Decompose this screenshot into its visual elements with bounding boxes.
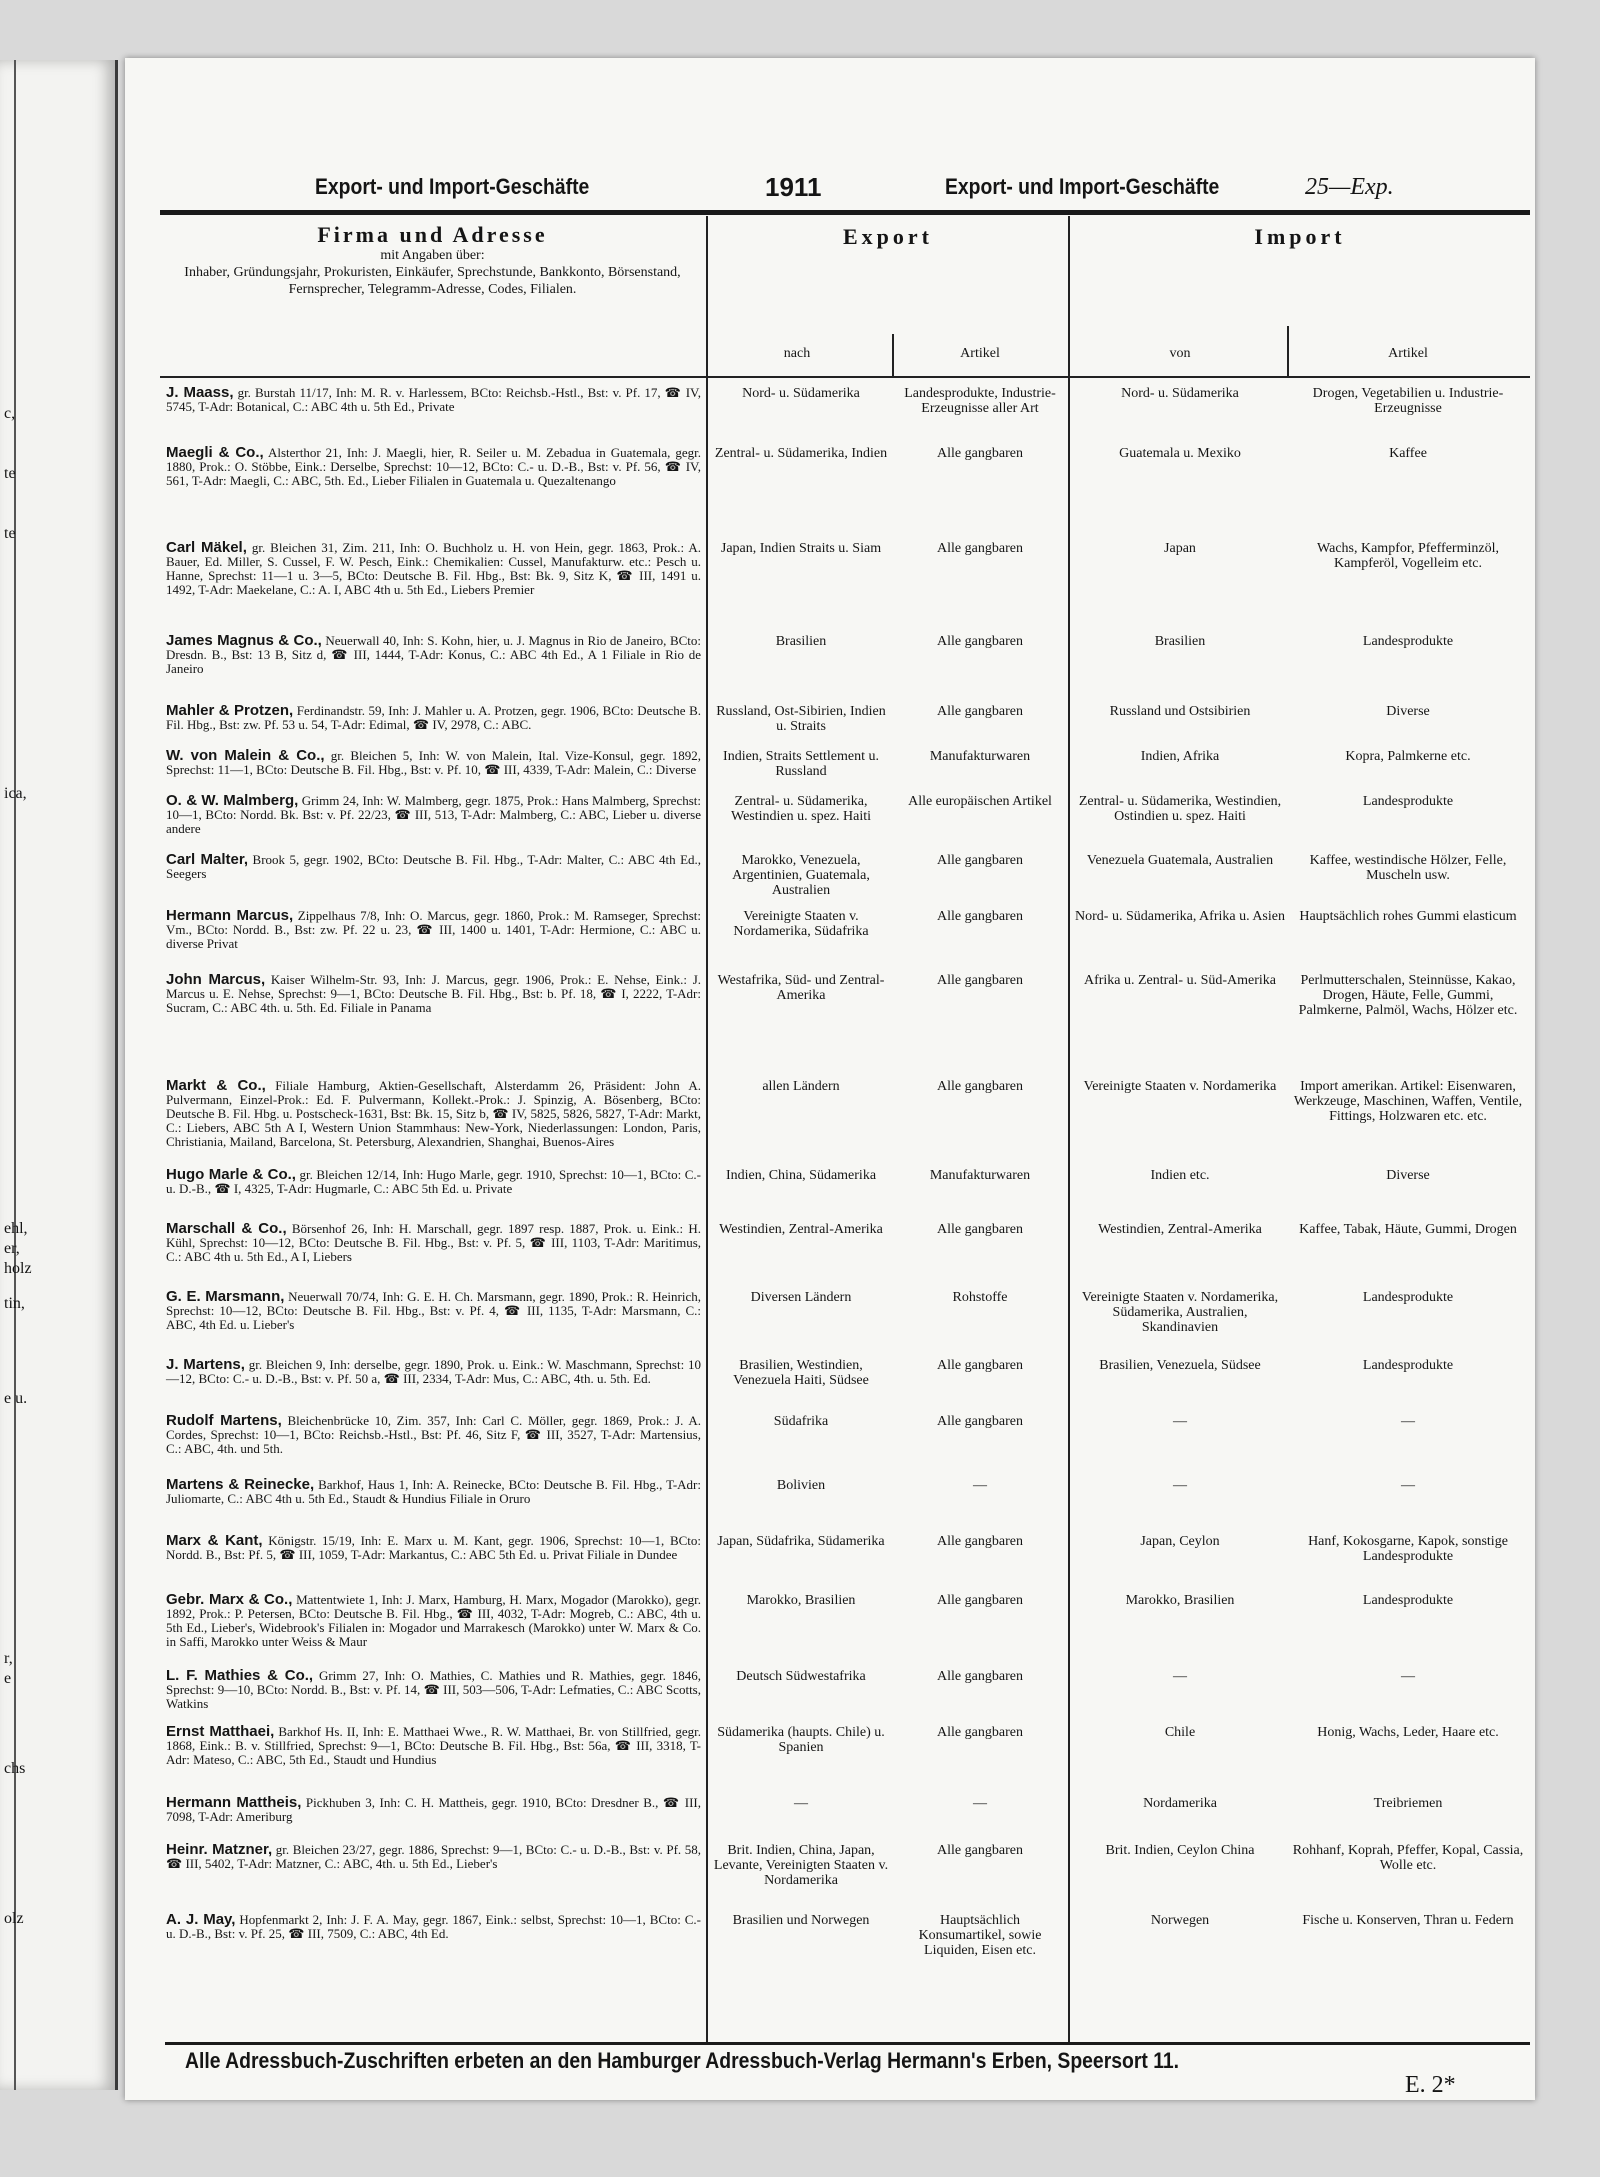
export-destination: Marokko, Venezuela, Argentinien, Guatemala, Australien xyxy=(732,853,870,898)
export-destination: Japan, Südafrika, Südamerika xyxy=(717,1534,885,1549)
header-title-left: Export- und Import-Geschäfte xyxy=(315,174,590,199)
header-title-right: Export- und Import-Geschäfte xyxy=(945,174,1220,199)
firm-description xyxy=(166,1168,701,1196)
import-articles: Wachs, Kampfor, Pfefferminzöl, Kampferöl, Vogelleim etc. xyxy=(1317,541,1499,571)
column-divider xyxy=(1068,216,1070,2044)
export-destination: Südamerika (haupts. Chile) u. Spanien xyxy=(717,1725,885,1755)
export-articles: Hauptsächlich Konsumartikel, sowie Liquiden, Eisen etc. xyxy=(918,1913,1042,1958)
firm-description xyxy=(166,634,701,676)
firm-details: Grimm 27, Inh: O. Mathies, C. Mathies und R. Mathies, gegr. 1846, Sprechst: 9—10, BCto: Nordd. B., Bst: v. Pf. 14, ☎ III, 503—506, T-Adr: Lefmaties, C.: ABC Scotts, Watkins xyxy=(166,1668,702,1711)
left-page-fragment: c, xyxy=(4,405,16,422)
firm-name: Ernst Matthaei, xyxy=(166,1723,275,1740)
firm-name: O. & W. Malmberg, xyxy=(166,792,299,809)
export-destination: Indien, China, Südamerika xyxy=(725,1168,877,1183)
import-origin: — xyxy=(1173,1669,1187,1684)
left-page-fragment: tin, xyxy=(4,1295,25,1312)
import-artikel-label: Artikel xyxy=(1388,346,1428,361)
firm-name: W. von Malein & Co., xyxy=(166,747,325,764)
import-origin: Brasilien, Venezuela, Südsee xyxy=(1099,1358,1261,1373)
firm-details: Filiale Hamburg, Aktien-Gesellschaft, Alsterdamm 26, Präsident: John A. Pulvermann, Einzel-Prok.: Ed. F. Pulvermann, Kollekt.-Prok.: J. Spinzig, A. Bösenberg, BCto: Deutsche B. Fil. Hbg. u. Postscheck-1631, Bst: Bk. 15, Sitz b, ☎ IV, 5825, 5826, 5827, T-Adr: Markt, C.: Liebers, ABC 5th A I, Western Union Stammhaus: New-York, Niederlassungen: London, Paris, Christiania, Mailand, Barcelona, St. Petersburg, Alexandrien, Shanghai, Buenos-Aires xyxy=(166,1078,701,1149)
export-destination: Südafrika xyxy=(773,1414,829,1429)
export-destination: — xyxy=(794,1796,808,1811)
import-origin: Brasilien xyxy=(1154,634,1206,649)
firm-details: Königstr. 15/19, Inh: E. Marx u. M. Kant, gegr. 1906, Sprechst: 10—1, BCto: Nordd. B., Bst: Pf. 5, ☎ III, 1059, T-Adr: Markantus, C.: ABC 5th Ed. u. Privat Filiale in Dundee xyxy=(166,1533,702,1562)
import-origin: Indien, Afrika xyxy=(1140,749,1220,764)
firm-description xyxy=(166,973,701,1015)
firm-details: Alsterthor 21, Inh: J. Maegli, hier, R. Seiler u. M. Zebadua in Guatemala, gegr. 1880, Prok.: O. Stöbbe, Eink.: Derselbe, Sprechst: 10—12, BCto: C.- u. D.-B., Bst: v. Pf. 56, ☎ IV, 561, T-Adr: Maegli, C.: ABC, 5th. Ed., Lieber Filialen in Guatemala u. Quezaltenango xyxy=(166,445,701,488)
export-destination: Westafrika, Süd- und Zentral-Amerika xyxy=(717,973,885,1003)
firm-name: John Marcus, xyxy=(166,971,266,988)
import-origin: — xyxy=(1173,1478,1187,1493)
import-origin: Japan xyxy=(1164,541,1196,556)
firm-details: Brook 5, gegr. 1902, BCto: Deutsche B. Fil. Hbg., T-Adr: Malter, C.: ABC 4th Ed., Seegers xyxy=(166,852,702,881)
firm-name: Maegli & Co., xyxy=(166,444,264,461)
export-articles: Alle gangbaren xyxy=(937,704,1023,719)
export-articles: Alle gangbaren xyxy=(937,1414,1023,1429)
export-destination: Brasilien und Norwegen xyxy=(732,1913,870,1928)
import-articles: — xyxy=(1401,1478,1415,1493)
firm-name: Marx & Kant, xyxy=(166,1532,263,1549)
firm-description xyxy=(166,541,701,597)
document-page xyxy=(125,58,1535,2100)
firm-name: Hugo Marle & Co., xyxy=(166,1166,296,1183)
import-articles: Hanf, Kokosgarne, Kapok, sonstige Landesprodukte xyxy=(1308,1534,1508,1564)
export-destination: Brit. Indien, China, Japan, Levante, Vereinigten Staaten v. Nordamerika xyxy=(713,1843,889,1888)
firm-description xyxy=(166,749,701,777)
directory-table xyxy=(160,216,1530,2046)
left-page-fragment: er, xyxy=(4,1240,20,1257)
import-articles: Treibriemen xyxy=(1373,1796,1443,1811)
import-origin: Russland und Ostsibirien xyxy=(1109,704,1251,719)
column-header-firma xyxy=(160,216,705,376)
left-page-fragment: te xyxy=(4,525,16,542)
import-origin: Nord- u. Südamerika, Afrika u. Asien xyxy=(1075,909,1285,924)
export-articles: Manufakturwaren xyxy=(929,1168,1031,1183)
firm-name: Markt & Co., xyxy=(166,1077,266,1094)
firm-description xyxy=(166,1796,701,1824)
firm-details: Barkhof, Haus 1, Inh: A. Reinecke, BCto: Deutsche B. Fil. Hbg., T-Adr: Juliomarte, C.: ABC 4th u. 5th Ed., Staudt & Hundius Filiale in Oruro xyxy=(166,1477,701,1506)
export-destination: Nord- u. Südamerika xyxy=(742,386,860,401)
firm-details: gr. Bleichen 5, Inh: W. von Malein, Ital. Vize-Konsul, gegr. 1892, Sprechst: 11—1, BCto: Deutsche B. Fil. Hbg., Bst: v. Pf. 10, ☎ III, 4339, T-Adr: Malein, C.: Diverse xyxy=(166,748,701,777)
import-articles: Kaffee, westindische Hölzer, Felle, Muscheln usw. xyxy=(1309,853,1507,883)
export-destination: Zentral- u. Südamerika, Westindien u. spez. Haiti xyxy=(730,794,871,824)
import-origin: Indien etc. xyxy=(1150,1168,1210,1183)
export-articles: — xyxy=(973,1478,987,1493)
export-destination: Vereinigte Staaten v. Nordamerika, Südafrika xyxy=(733,909,869,939)
firm-description xyxy=(166,853,701,881)
import-origin: Norwegen xyxy=(1150,1913,1210,1928)
footer-rule xyxy=(165,2042,1530,2045)
firm-details: gr. Burstah 11/17, Inh: M. R. v. Harlessem, BCto: Reichsb.-Hstl., Bst: v. Pf. 17, ☎ IV, 5745, T-Adr: Botanical, C.: ABC 4th u. 5th Ed., Private xyxy=(166,385,701,414)
export-destination: Zentral- u. Südamerika, Indien xyxy=(714,446,888,461)
left-page-fragment: chs xyxy=(4,1760,26,1777)
firm-description xyxy=(166,1222,701,1264)
export-articles: Alle gangbaren xyxy=(937,1669,1023,1684)
import-articles: Landesprodukte xyxy=(1362,1593,1454,1608)
import-origin: Zentral- u. Südamerika, Westindien, Ostindien u. spez. Haiti xyxy=(1078,794,1282,824)
import-origin: Japan, Ceylon xyxy=(1140,1534,1220,1549)
firm-name: Hermann Marcus, xyxy=(166,907,294,924)
footer-notice: Alle Adressbuch-Zuschriften erbeten an den Hamburger Adressbuch-Verlag Hermann's Erben, Speersort 11. xyxy=(185,2048,1180,2073)
export-destination: Diversen Ländern xyxy=(750,1290,852,1305)
import-articles: Drogen, Vegetabilien u. Industrie-Erzeugnisse xyxy=(1312,386,1504,416)
left-page-fragment: olz xyxy=(4,1910,24,1927)
firm-name: J. Martens, xyxy=(166,1356,245,1373)
export-articles: Manufakturwaren xyxy=(929,749,1031,764)
import-articles: Hauptsächlich rohes Gummi elasticum xyxy=(1299,909,1517,924)
firm-details: Pickhuben 3, Inh: C. H. Mattheis, gegr. 1910, BCto: Dresdner B., ☎ III, 7098, T-Adr: Ameriburg xyxy=(166,1795,701,1824)
firm-details: Barkhof Hs. II, Inh: E. Matthaei Wwe., R. W. Matthaei, Br. von Stillfried, gegr. 1868, Eink.: B. v. Stillfried, Sprechst: 9—1, BCto: Deutsche B. Fil. Hbg., Bst: 56a, ☎ III, 3318, T-Adr: Mateso, C.: ABC, 5th Ed., Staudt und Hundius xyxy=(166,1724,701,1767)
import-origin: Westindien, Zentral-Amerika xyxy=(1098,1222,1262,1237)
export-articles: Alle gangbaren xyxy=(937,1593,1023,1608)
firm-description xyxy=(166,446,701,488)
firm-details: Börsenhof 26, Inh: H. Marschall, gegr. 1897 resp. 1887, Prok. u. Eink.: H. Kühl, Sprechst: 10—12, BCto: Deutsche B. Fil. Hbg., Bst: v. Pf. 5, ☎ III, 1103, T-Adr: Maritimus, C.: ABC 4th u. 5th Ed., A I, Liebers xyxy=(166,1221,702,1264)
export-articles: Alle gangbaren xyxy=(937,973,1023,988)
firm-description xyxy=(166,794,701,836)
import-articles: — xyxy=(1401,1414,1415,1429)
firm-description xyxy=(166,386,701,414)
import-articles: — xyxy=(1401,1669,1415,1684)
firm-details: Bleichenbrücke 10, Zim. 357, Inh: Carl C. Möller, gegr. 1869, Prok.: J. A. Cordes, Sprechst: 10—1, BCto: Reichsb.-Hstl., Bst: Pf. 46, Sitz F, ☎ III, 3527, T-Adr: Martensius, C.: ABC, 4th. und 5th. xyxy=(166,1413,701,1456)
firm-name: Carl Malter, xyxy=(166,851,249,868)
firm-name: J. Maass, xyxy=(166,384,234,401)
firm-name: Carl Mäkel, xyxy=(166,539,247,556)
import-articles: Landesprodukte xyxy=(1362,1290,1454,1305)
export-articles: — xyxy=(973,1796,987,1811)
export-articles: Landesprodukte, Industrie-Erzeugnisse aller Art xyxy=(904,386,1056,416)
firm-details: gr. Bleichen 12/14, Inh: Hugo Marle, gegr. 1910, Sprechst: 10—1, BCto: C.- u. D.-B., ☎ I, 4325, T-Adr: Hugmarle, C.: ABC 5th Ed. u. Private xyxy=(166,1167,701,1196)
import-origin: Venezuela Guatemala, Australien xyxy=(1086,853,1274,868)
header-year: 1911 xyxy=(765,172,822,202)
firm-details: gr. Bleichen 9, Inh: derselbe, gegr. 1890, Prok. u. Eink.: W. Maschmann, Sprechst: 10—12, BCto: C.- u. D.-B., Bst: v. Pf. 50 a, ☎ III, 2334, T-Adr: Mus, C.: ABC, 4th. u. 5th. Ed. xyxy=(166,1357,702,1386)
export-articles: Alle gangbaren xyxy=(937,634,1023,649)
header-rule xyxy=(160,210,1530,215)
import-articles: Landesprodukte xyxy=(1362,1358,1454,1373)
import-articles: Diverse xyxy=(1386,1168,1430,1183)
import-articles: Kaffee, Tabak, Häute, Gummi, Drogen xyxy=(1299,1222,1517,1237)
export-destination: Brasilien, Westindien, Venezuela Haiti, Südsee xyxy=(733,1358,869,1388)
export-articles: Alle gangbaren xyxy=(937,541,1023,556)
import-articles: Diverse xyxy=(1386,704,1430,719)
export-destination: Indien, Straits Settlement u. Russland xyxy=(723,749,879,779)
firm-name: Gebr. Marx & Co., xyxy=(166,1591,293,1608)
export-articles: Alle gangbaren xyxy=(937,1725,1023,1740)
export-destination: Marokko, Brasilien xyxy=(746,1593,856,1608)
left-page-fragment: r, xyxy=(4,1650,13,1667)
firma-subtitle: mit Angaben über: xyxy=(380,248,485,263)
header-bottom-rule xyxy=(160,376,1530,378)
export-articles: Alle gangbaren xyxy=(937,853,1023,868)
firm-details: Kaiser Wilhelm-Str. 93, Inh: J. Marcus, gegr. 1906, Prok.: E. Nehse, Eink.: J. Marcus u. E. Nehse, Sprechst: 9—1, BCto: Deutsche B. Fil. Hbg., Bst: b. Pf. 18, ☎ I, 2222, T-Adr: Sucram, C.: ABC 4th. u. 5th. Ed. Filiale in Panama xyxy=(166,972,702,1015)
firm-details: Hopfenmarkt 2, Inh: J. F. A. May, gegr. 1867, Eink.: selbst, Sprechst: 10—1, BCto: C.- u. D.-B., Bst: v. Pf. 25, ☎ III, 7509, C.: ABC, 4th Ed. xyxy=(166,1912,701,1941)
firma-description: Inhaber, Gründungsjahr, Prokuristen, Einkäufer, Sprechstunde, Bankkonto, Börsenstand, Fernsprecher, Telegramm-Adresse, Codes, Filialen. xyxy=(184,265,681,297)
firm-description xyxy=(166,1534,701,1562)
firm-description xyxy=(166,1669,701,1711)
firm-description xyxy=(166,1478,701,1506)
import-articles: Perlmutterschalen, Steinnüsse, Kakao, Drogen, Häute, Felle, Gummi, Palmkerne, Palmöl, Wachs, Hölzer etc. xyxy=(1298,973,1518,1018)
left-page-fragment: e u. xyxy=(4,1390,28,1407)
import-articles: Landesprodukte xyxy=(1362,634,1454,649)
export-articles: Alle europäischen Artikel xyxy=(908,794,1052,809)
sub-column-divider xyxy=(892,334,894,376)
firm-details: gr. Bleichen 31, Zim. 211, Inh: O. Buchholz u. H. von Hein, gegr. 1863, Prok.: A. Bauer, Ed. Miller, S. Cussel, F. W. Pesch, Eink.: Chemikalien: Cussel, Manufakturw. etc.: Pesch u. Hanne, Sprechst: 11—1 u. 3—5, BCto: Deutsche B. Fil. Hbg., Bst: Bk. 9, Sitz K, ☎ III, 1491 u. 1492, T-Adr: Maekelane, C.: A. I, ABC 4th u. 5th Ed., Liebers Premier xyxy=(166,540,701,597)
export-articles: Alle gangbaren xyxy=(937,446,1023,461)
import-articles: Rohhanf, Koprah, Pfeffer, Kopal, Cassia, Wolle etc. xyxy=(1292,1843,1524,1873)
column-header-import xyxy=(1072,216,1528,376)
export-articles: Alle gangbaren xyxy=(937,909,1023,924)
import-articles: Kaffee xyxy=(1389,446,1427,461)
firm-name: Hermann Mattheis, xyxy=(166,1794,302,1811)
import-origin: Guatemala u. Mexiko xyxy=(1119,446,1241,461)
export-destination: Westindien, Zentral-Amerika xyxy=(719,1222,883,1237)
firm-name: Heinr. Matzner, xyxy=(166,1841,273,1858)
export-articles: Alle gangbaren xyxy=(937,1358,1023,1373)
firm-name: Marschall & Co., xyxy=(166,1220,287,1237)
column-divider xyxy=(706,216,708,2044)
export-articles: Alle gangbaren xyxy=(937,1222,1023,1237)
firm-name: A. J. May, xyxy=(166,1911,236,1928)
export-destination: Brasilien xyxy=(775,634,827,649)
import-von-label: von xyxy=(1169,346,1191,361)
firma-title: Firma und Adresse xyxy=(317,222,548,247)
firm-details: Neuerwall 70/74, Inh: G. E. H. Ch. Marsmann, gegr. 1890, Prok.: R. Heinrich, Sprechst: 10—12, BCto: Deutsche B. Fil. Hbg., Bst: v. Pf. 4, ☎ III, 1135, T-Adr: Marsmann, C.: ABC, 4th Ed. u. Lieber's xyxy=(166,1289,701,1332)
firm-name: G. E. Marsmann, xyxy=(166,1288,285,1305)
export-articles: Rohstoffe xyxy=(952,1290,1008,1305)
import-origin: Vereinigte Staaten v. Nordamerika xyxy=(1083,1079,1277,1094)
export-destination: allen Ländern xyxy=(762,1079,840,1094)
export-nach-label: nach xyxy=(783,346,811,361)
import-origin: Brit. Indien, Ceylon China xyxy=(1105,1843,1255,1858)
import-origin: Nordamerika xyxy=(1143,1796,1217,1811)
export-destination: Russland, Ost-Sibirien, Indien u. Straits xyxy=(716,704,886,734)
export-destination: Bolivien xyxy=(776,1478,826,1493)
import-articles: Landesprodukte xyxy=(1362,794,1454,809)
page-header xyxy=(125,168,1535,208)
import-articles: Fische u. Konserven, Thran u. Federn xyxy=(1302,1913,1514,1928)
import-articles: Import amerikan. Artikel: Eisenwaren, Werkzeuge, Maschinen, Waffen, Ventile, Fittings, Holzwaren etc. etc. xyxy=(1293,1079,1523,1124)
export-destination: Japan, Indien Straits u. Siam xyxy=(720,541,882,556)
firm-description xyxy=(166,1913,701,1941)
page-gutter-line xyxy=(0,60,16,2090)
previous-page-edge xyxy=(0,60,118,2090)
export-destination: Deutsch Südwestafrika xyxy=(736,1669,866,1684)
firm-details: gr. Bleichen 23/27, gegr. 1886, Sprechst: 9—1, BCto: C.- u. D.-B., Bst: v. Pf. 58, ☎ III, 5402, T-Adr: Matzner, C.: ABC, 4th. u. 5th Ed., Lieber's xyxy=(166,1842,701,1871)
import-articles: Kopra, Palmkerne etc. xyxy=(1345,749,1471,764)
export-articles: Alle gangbaren xyxy=(937,1843,1023,1858)
firm-description xyxy=(166,909,701,951)
firm-description xyxy=(166,1725,701,1767)
firm-name: Martens & Reinecke, xyxy=(166,1476,315,1493)
firm-description xyxy=(166,1843,701,1871)
left-page-fragment: te xyxy=(4,465,16,482)
left-page-fragment: e xyxy=(4,1670,12,1687)
import-origin: Chile xyxy=(1164,1725,1196,1740)
export-articles: Alle gangbaren xyxy=(937,1079,1023,1094)
firm-name: Rudolf Martens, xyxy=(166,1412,282,1429)
signature-mark: E. 2* xyxy=(1405,2072,1456,2098)
import-origin: Afrika u. Zentral- u. Süd-Amerika xyxy=(1083,973,1277,988)
import-origin: Marokko, Brasilien xyxy=(1125,1593,1235,1608)
import-title: Import xyxy=(1254,224,1346,249)
firm-details: Zippelhaus 7/8, Inh: O. Marcus, gegr. 1860, Prok.: M. Ramseger, Sprechst: Vm., BCto: Nordd. B., Bst: zw. Pf. 22 u. 23, ☎ III, 1400 u. 1401, T-Adr: Hermione, C.: ABC u. diverse Privat xyxy=(166,908,701,951)
page-number: 25—Exp. xyxy=(1305,174,1394,200)
firm-description xyxy=(166,1358,701,1386)
export-articles: Alle gangbaren xyxy=(937,1534,1023,1549)
left-page-fragment: ehl, xyxy=(4,1220,28,1237)
import-origin: — xyxy=(1173,1414,1187,1429)
firm-description xyxy=(166,1593,701,1649)
import-origin: Nord- u. Südamerika xyxy=(1121,386,1239,401)
export-artikel-label: Artikel xyxy=(960,346,1000,361)
firm-description xyxy=(166,704,701,732)
firm-details: Neuerwall 40, Inh: S. Kohn, hier, u. J. Magnus in Rio de Janeiro, BCto: Dresdn. B., Bst: 13 B, Sitz d, ☎ III, 1444, T-Adr: Konus, C.: ABC 4th Ed., A 1 Filiale in Rio de Janeiro xyxy=(166,633,702,676)
firm-description xyxy=(166,1414,701,1456)
firm-name: Mahler & Protzen, xyxy=(166,702,294,719)
sub-column-divider xyxy=(1287,326,1289,376)
import-origin: Vereinigte Staaten v. Nordamerika, Südamerika, Australien, Skandinavien xyxy=(1081,1290,1279,1335)
export-title: Export xyxy=(843,224,933,249)
import-articles: Honig, Wachs, Leder, Haare etc. xyxy=(1317,1725,1499,1740)
firm-description xyxy=(166,1290,701,1332)
column-header-export xyxy=(708,216,1068,376)
firm-details: Grimm 24, Inh: W. Malmberg, gegr. 1875, Prok.: Hans Malmberg, Sprechst: 10—1, BCto: Nordd. Bk. Bst: v. Pf. 22/23, ☎ III, 513, T-Adr: Malmberg, C.: ABC, Lieber u. diverse andere xyxy=(166,793,701,836)
firm-details: Mattentwiete 1, Inh: J. Marx, Hamburg, H. Marx, Mogador (Marokko), gegr. 1892, Prok.: P. Petersen, BCto: Deutsche B. Fil. Hbg., ☎ III, 4032, T-Adr: Mogreb, C.: ABC, 4th u. 5th Ed., Lieber's, Widebrook's Filialen in: Mogador und Marrakesch (Marokko) unter W. Marx & Co. in Saffi, Marokko unter Weiss & Maur xyxy=(166,1592,701,1649)
firm-name: James Magnus & Co., xyxy=(166,632,322,649)
left-page-fragment: holz xyxy=(4,1260,32,1277)
firm-details: Ferdinandstr. 59, Inh: J. Mahler u. A. Protzen, gegr. 1906, BCto: Deutsche B. Fil. Hbg., Bst: zw. Pf. 53 u. 54, T-Adr: Edimal, ☎ IV, 2978, C.: ABC. xyxy=(166,703,702,732)
firm-description xyxy=(166,1079,701,1149)
left-page-fragment: ica, xyxy=(4,785,27,802)
firm-name: L. F. Mathies & Co., xyxy=(166,1667,314,1684)
